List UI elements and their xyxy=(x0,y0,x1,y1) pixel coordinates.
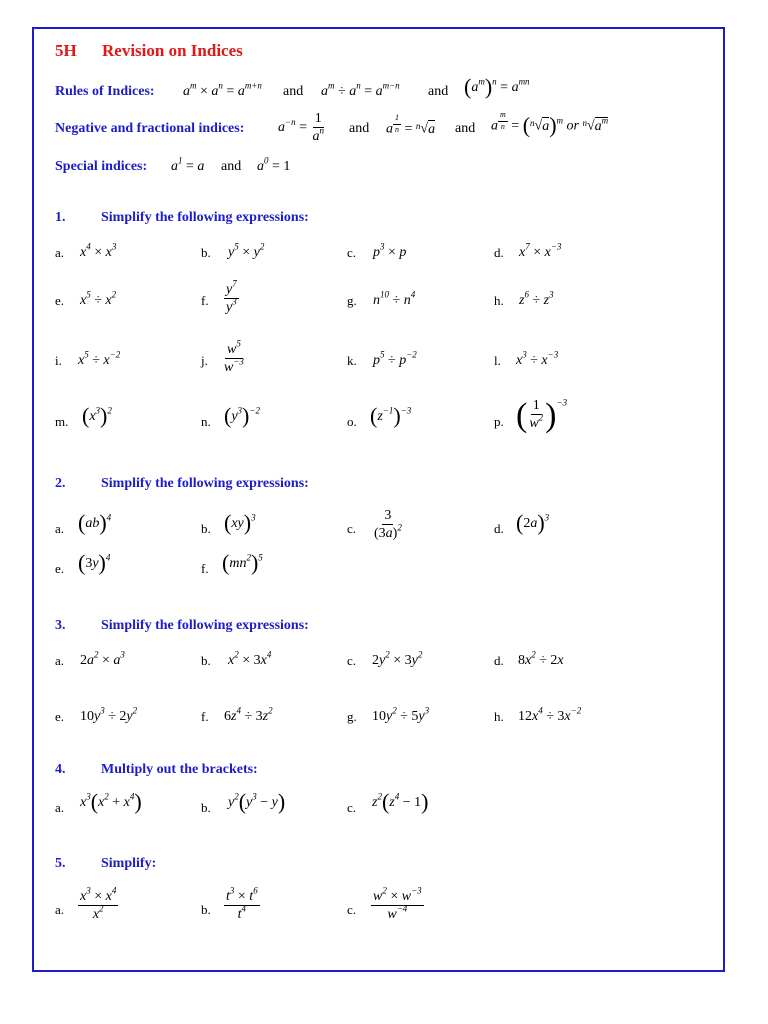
expression: $y^2(y^3 - y)$ xyxy=(228,789,286,814)
item-label: b. xyxy=(201,653,211,668)
expression: $6z^4 \div 3z^2$ xyxy=(224,705,273,724)
item-label: c. xyxy=(347,800,357,815)
section-number: 3. xyxy=(55,618,66,633)
rule-multiply: $a^m \times a^n = a^{m+n}$ xyxy=(183,80,262,99)
item-label: d. xyxy=(494,653,504,668)
item-label: f. xyxy=(201,293,209,308)
conj-and: and xyxy=(283,84,304,99)
expression: $\frac{t^3 \times t^6}{t^4}$ xyxy=(226,885,258,923)
expression: $8x^2 \div 2x$ xyxy=(518,649,564,668)
section-code: 5H xyxy=(55,41,77,60)
conj-or: or xyxy=(566,118,579,134)
item-label: m. xyxy=(55,414,69,429)
section-number: 4. xyxy=(55,762,66,777)
item-label: e. xyxy=(55,709,65,724)
section-number: 2. xyxy=(55,476,66,491)
item-label: d. xyxy=(494,245,504,260)
expression: $x^7 \times x^{-3}$ xyxy=(519,241,562,260)
item-label: c. xyxy=(347,245,357,260)
expression: $2y^2 \times 3y^2$ xyxy=(372,649,423,668)
item-label: a. xyxy=(55,902,65,917)
rule-power-one: $a^1 = a$ xyxy=(171,155,205,174)
rule-fractional-power: a $^{\frac{m}{n}}$ = $(^n√a)^m$ or $^n√a^m$ xyxy=(491,110,609,138)
item-label: g. xyxy=(347,709,357,724)
section-heading: Simplify the following expressions: xyxy=(101,618,309,633)
expression: $2a^2 \times a^3$ xyxy=(80,649,125,668)
expression: $p^5 \div p^{-2}$ xyxy=(373,349,417,368)
expression: (xy)$^3$ xyxy=(224,510,256,535)
expression: $(mn^2)^5$ xyxy=(222,550,263,575)
rule-divide: $a^m \div a^n = a^{m-n}$ xyxy=(321,80,400,99)
rule-negative: $a^{-n}$ = $\frac{1}{a^n}$ xyxy=(278,111,324,145)
expression: $(x^3)^2$ xyxy=(82,403,112,428)
rule-fractional: a $^{\frac{1}{n}}$ = $^n$√a xyxy=(386,113,436,137)
conj-and: and xyxy=(428,84,449,99)
expression: $\frac{x^3 \times x^4}{x^2}$ xyxy=(80,885,117,923)
item-label: e. xyxy=(55,561,65,576)
section-heading: Simplify the following expressions: xyxy=(101,210,309,225)
conj-and: and xyxy=(349,121,370,136)
expression: $n^{10} \div n^4$ xyxy=(373,289,416,308)
expression: $z^2(z^4 - 1)$ xyxy=(372,789,429,814)
item-label: h. xyxy=(494,709,504,724)
expression: $\frac{3}{(3a)^2}$ xyxy=(374,508,402,542)
item-label: b. xyxy=(201,245,211,260)
item-label: f. xyxy=(201,561,209,576)
rule-power-zero: $a^0 = 1$ xyxy=(257,155,291,174)
item-label: a. xyxy=(55,245,65,260)
item-label: f. xyxy=(201,709,209,724)
expression: $\frac{w^5}{w^{-3}}$ xyxy=(224,338,244,376)
item-label: a. xyxy=(55,800,65,815)
item-label: j. xyxy=(201,353,208,368)
expression: $x^2 \times 3x^4$ xyxy=(228,649,272,668)
expression: $p^3 \times p$ xyxy=(373,241,407,260)
item-label: h. xyxy=(494,293,504,308)
item-label: b. xyxy=(201,521,211,536)
expression: $z^6 \div z^3$ xyxy=(519,289,554,308)
expression: $10y^3 \div 2y^2$ xyxy=(80,705,138,724)
item-label: c. xyxy=(347,653,357,668)
expression: $x^3(x^2 + x^4)$ xyxy=(80,789,142,814)
neg-frac-label: Negative and fractional indices: xyxy=(55,121,245,136)
item-label: c. xyxy=(347,902,357,917)
item-label: b. xyxy=(201,902,211,917)
item-label: b. xyxy=(201,800,211,815)
expression: $x^3 \div x^{-3}$ xyxy=(516,349,559,368)
item-label: a. xyxy=(55,521,65,536)
item-label: a. xyxy=(55,653,65,668)
expression: $y^5 \times y^2$ xyxy=(228,241,265,260)
page-title: Revision on Indices xyxy=(102,41,243,60)
expression: $(3y)^4$ xyxy=(78,550,111,575)
conj-and: and xyxy=(221,159,242,174)
rules-label: Rules of Indices: xyxy=(55,84,155,99)
item-label: l. xyxy=(494,353,501,368)
expression: $x^4 \times x^3$ xyxy=(80,241,117,260)
section-number: 5. xyxy=(55,856,66,871)
item-label: g. xyxy=(347,293,357,308)
expression: $x^5 \div x^2$ xyxy=(80,289,117,308)
special-label: Special indices: xyxy=(55,159,148,174)
section-heading: Simplify: xyxy=(101,856,157,871)
expression: $12x^4 \div 3x^{-2}$ xyxy=(518,705,582,724)
item-label: o. xyxy=(347,414,357,429)
expression: (ab)$^4$ xyxy=(78,510,112,535)
item-label: k. xyxy=(347,353,357,368)
section-heading: Multiply out the brackets: xyxy=(101,762,258,777)
item-label: e. xyxy=(55,293,65,308)
item-label: n. xyxy=(201,414,211,429)
item-label: p. xyxy=(494,414,504,429)
expression: ( $\frac{1}{w^2}$ )$^{-3}$ xyxy=(516,397,568,435)
expression: $(2a)^3$ xyxy=(516,510,550,535)
expression: $(z^{-1})^{-3}$ xyxy=(370,403,412,428)
item-label: i. xyxy=(55,353,62,368)
section-heading: Simplify the following expressions: xyxy=(101,476,309,491)
item-label: c. xyxy=(347,521,357,536)
expression: $\frac{w^2 \times w^{-3}}{w^{-4}}$ xyxy=(373,885,422,923)
conj-and: and xyxy=(455,121,476,136)
section-number: 1. xyxy=(55,210,66,225)
expression: $\frac{y^7}{y^3}$ xyxy=(226,278,237,316)
expression: $10y^2 \div 5y^3$ xyxy=(372,705,430,724)
expression: $(y^3)^{-2}$ xyxy=(224,403,260,428)
rule-power: $(a^m)^n = a^{mn}$ xyxy=(464,74,530,99)
item-label: d. xyxy=(494,521,504,536)
expression: $x^5 \div x^{-2}$ xyxy=(78,349,121,368)
